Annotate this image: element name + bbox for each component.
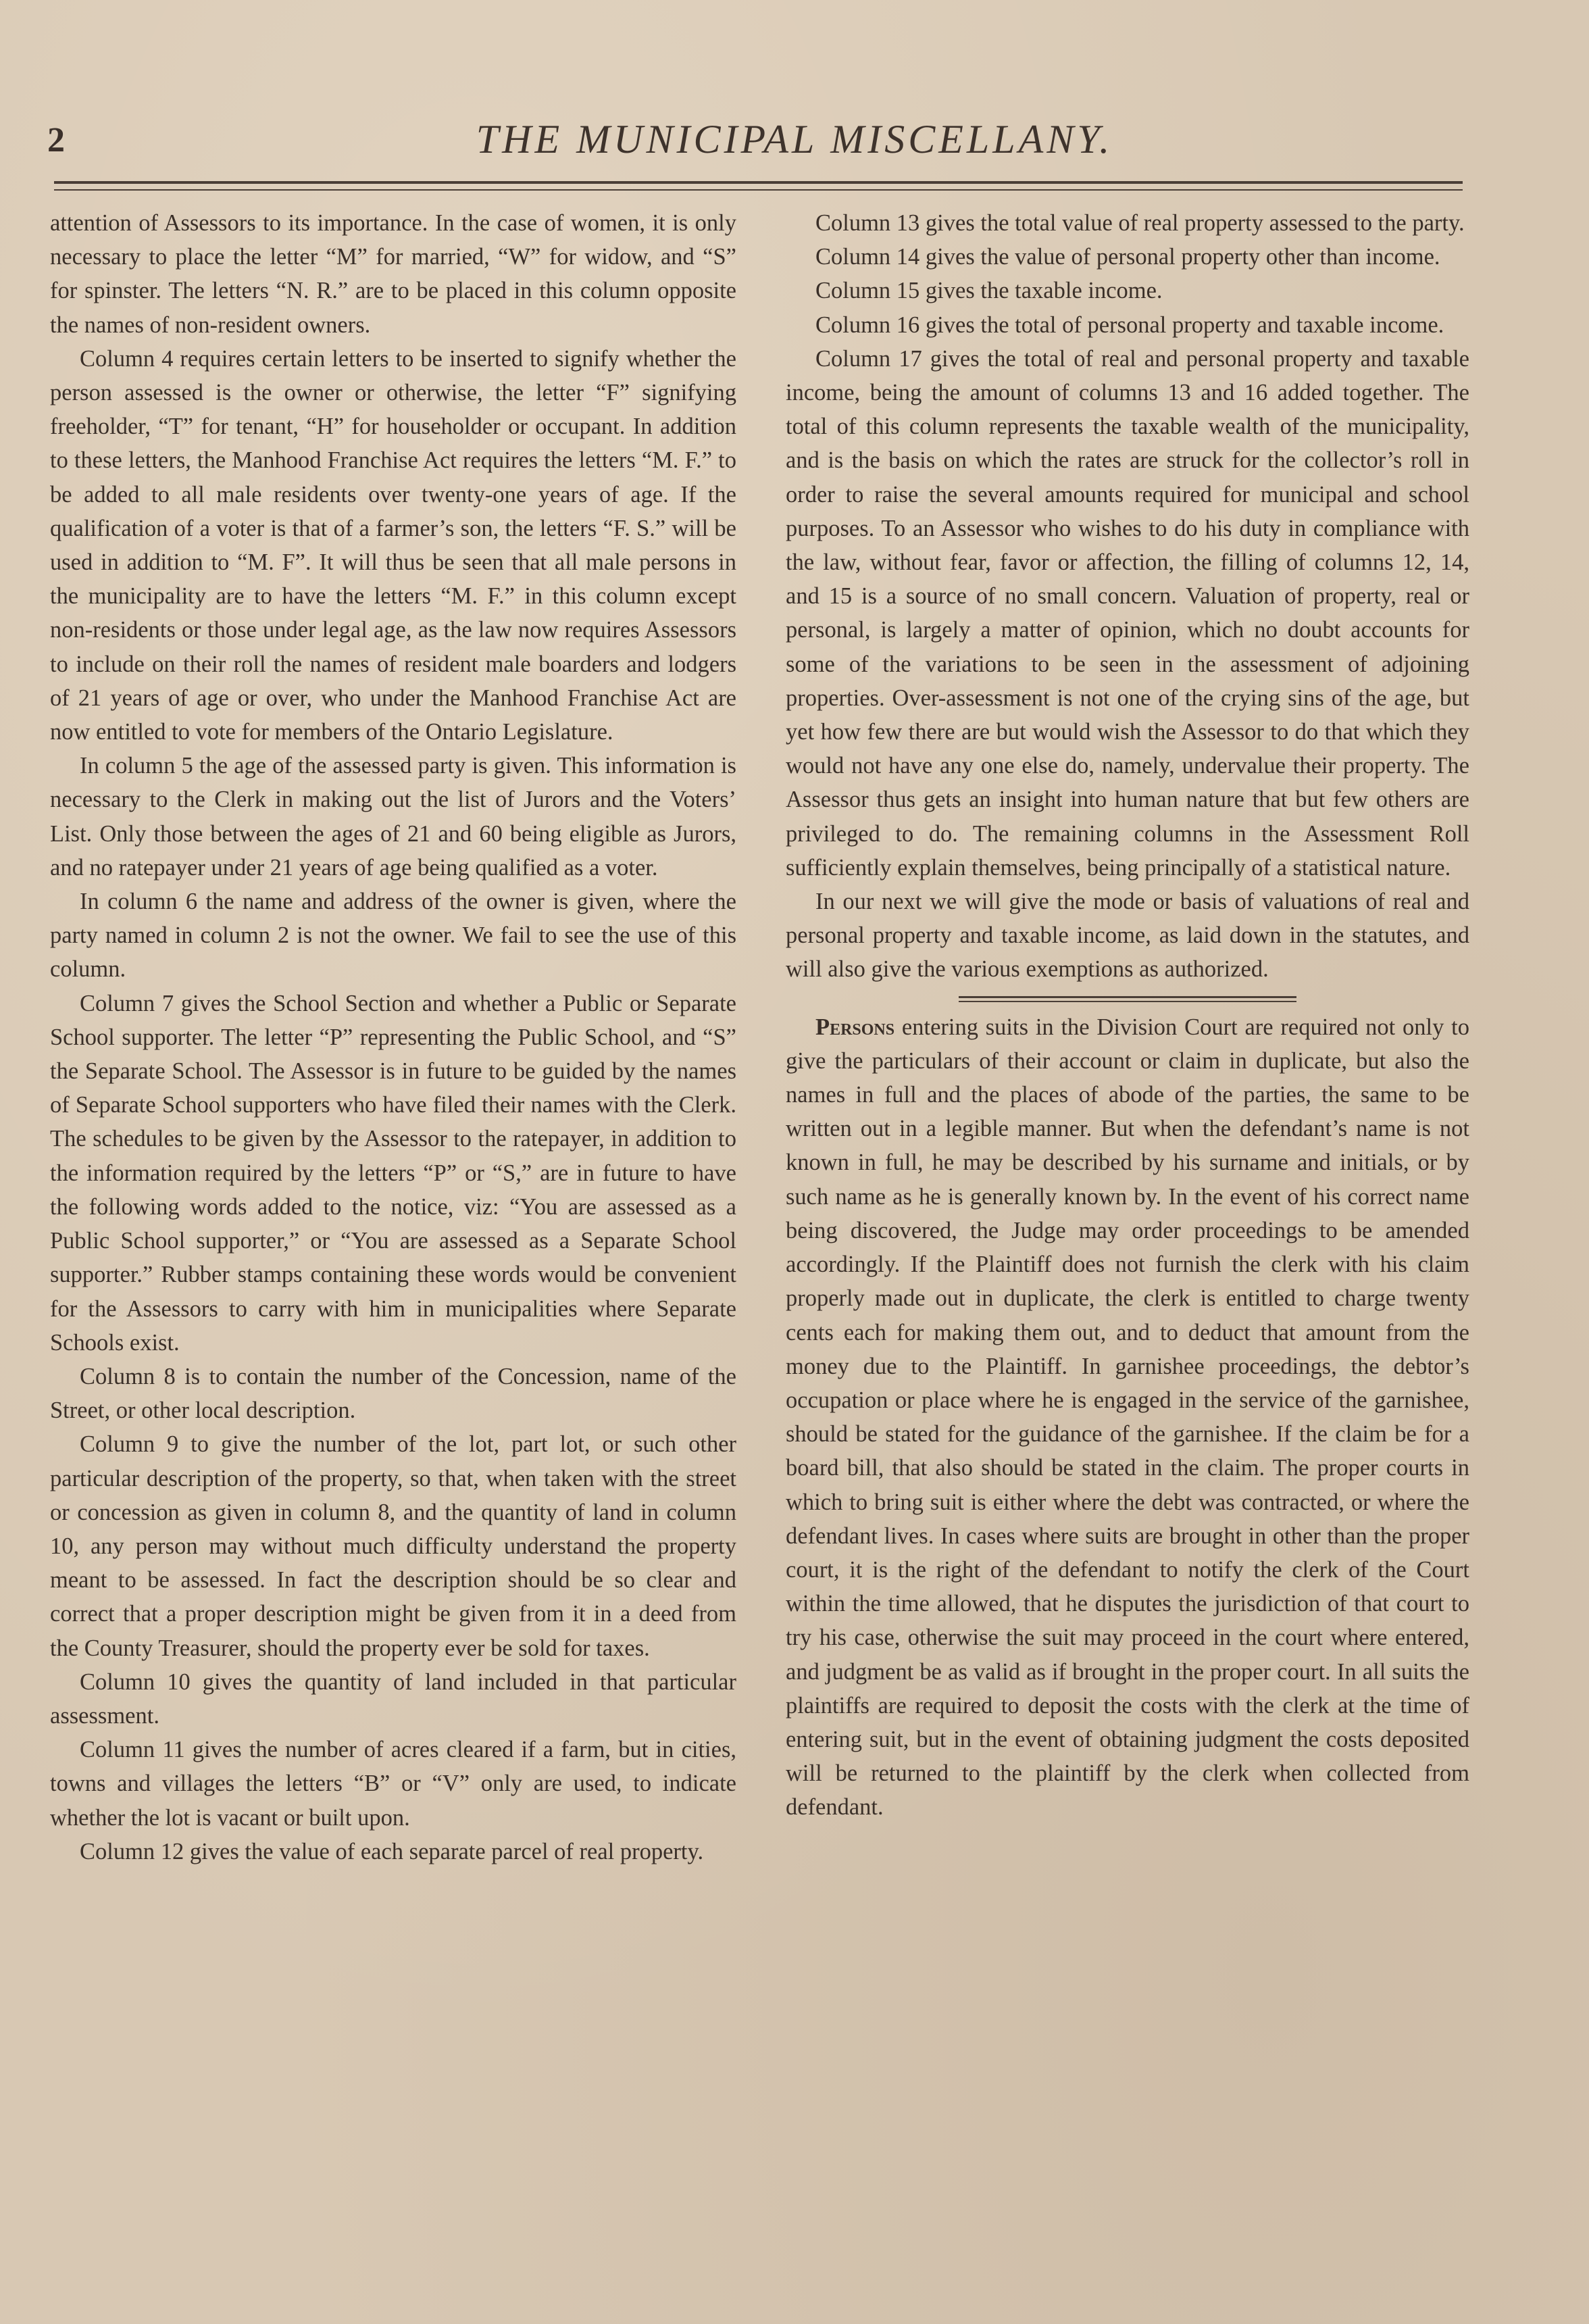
paragraph: Column 4 requires certain letters to be inserted to signify whether the person assessed is the owner or otherwise, the letter “F” signifying freeholder, “T” for tenant, “H” for householder or occupant. In addition to these letters, the Manhood Franchise Act requires the letters “M. F.” to be added to all male residents over twenty-one years of age. If the qualification of a voter is that of a farmer’s son, the letters “F. S.” will be used in addition to “M. F”. It will thus be seen that all male persons in the municipality are to have the letters “M. F.” in this column except non-residents or those under legal age, as the law now requires Assessors to include on their roll the names of resident male boarders and lodgers of 21 years of age or over, who under the Manhood Franchise Act are now entitled to vote for members of the Ontario Legislature. [50, 345, 736, 745]
paragraph: Column 14 gives the value of personal property other than income. [815, 244, 1440, 270]
paragraph: Column 12 gives the value of each separate parcel of real property. [80, 1838, 704, 1864]
left-column [50, 206, 736, 1869]
paragraph: Column 8 is to contain the number of the Concession, name of the Street, or other local description. [50, 1363, 736, 1424]
paragraph: Column 11 gives the number of acres cleared if a farm, but in cities, towns and villages the letters “B” or “V” only are used, to indicate whether the lot is vacant or built upon. [50, 1737, 736, 1831]
right-column [786, 206, 1469, 1825]
page-title: THE MUNICIPAL MISCELLANY. [476, 117, 1113, 162]
paragraph: Column 7 gives the School Section and whether a Public or Separate School supporter. The letter “P” representing the Public School, and “S” the Separate School. The Assessor is in future to be guided by the names of Separate School supporters who have filed their names with the Clerk. The schedules to be given by the Assessor to the ratepayer, in addition to the information required by the letters “P” or “S,” are in future to have the following words added to the notice, viz: “You are assessed as a Public School supporter,” or “You are assessed as a Separate School supporter.” Rubber stamps containing these words would be convenient for the Assessors to carry with him in municipalities where Separate Schools exist. [50, 990, 736, 1356]
paragraph: Column 10 gives the quantity of land included in that particular assessment. [50, 1668, 736, 1729]
page-number: 2 [47, 121, 65, 159]
paragraph: In column 6 the name and address of the owner is given, where the party named in column 2 is not the owner. We fail to see the use of this column. [50, 889, 736, 983]
article-lead-word: Persons [815, 1014, 895, 1040]
header-rule [54, 181, 1463, 184]
paragraph: In our next we will give the mode or basis of valuations of real and personal property and taxable income, as laid down in the statutes, and will also give the various exemptions as authorized. [786, 889, 1469, 983]
paragraph: Column 16 gives the total of personal property and taxable income. [815, 312, 1444, 338]
paragraph: Column 17 gives the total of real and personal property and taxable income, being the amount of columns 13 and 16 added together. The total of this column represents the taxable wealth of the municipality, and is the basis on which the rates are struck for the collector’s roll in order to raise the several amounts required for municipal and school purposes. To an Assessor who wishes to do his duty in compliance with the law, without fear, favor or affection, the filling of columns 12, 14, and 15 is a source of no small concern. Valuation of property, real or personal, is largely a matter of opinion, which no doubt accounts for some of the variations to be seen in the assessment of adjoining properties. Over-assessment is not one of the crying sins of the age, but yet how few there are but would wish the Assessor to do that which they would not have any one else do, namely, undervalue their property. The Assessor thus gets an insight into human nature that but few others are privileged to do. The remaining columns in the Assessment Roll sufficiently explain themselves, being principally of a statistical nature. [786, 345, 1469, 881]
article-paragraph [786, 1010, 1469, 1825]
paragraph: Column 15 gives the taxable income. [815, 278, 1163, 304]
article-body: entering suits in the Division Court are required not only to give the particulars of their account or claim in duplicate, but also the names in full and the places of abode of the parties, the same to be written out in a legible manner. But when the defendant’s name is not known in full, he may be described by his surname and initials, or by such name as he is generally known by. In the event of his correct name being discovered, the Judge may order proceedings to be amended accordingly. If the Plaintiff does not furnish the clerk with his claim properly made out in duplicate, the clerk is entitled to charge twenty cents each for making them out, and to deduct that amount from the money due to the Plaintiff. In garnishee proceedings, the debtor’s occupation or place where he is engaged in the service of the garnishee, should be stated for the guidance of the garnishee. If the claim be for a board bill, that also should be stated in the claim. The proper courts in which to bring suit is either where the debt was contracted, or where the defendant lives. In cases where suits are brought in other than the proper court, it is the right of the defendant to notify the clerk of the Court within the time allowed, that he disputes the jurisdiction of that court to try his case, otherwise the suit may proceed in the court where entered, and judgment be as valid as if brought in the proper court. In all suits the plaintiffs are required to deposit the costs with the clerk at the time of entering suit, but in the event of obtaining judgment the costs deposited will be returned to the plaintiff by the clerk when collected from defendant. [786, 1014, 1469, 1821]
paragraph: Column 9 to give the number of the lot, part lot, or such other particular description of the property, so that, when taken with the street or concession as given in column 8, and the quantity of land in column 10, any person may without much difficulty understand the property meant to be assessed. In fact the description should be so clear and correct that a proper description might be given from it in a deed from the County Treasurer, should the property ever be sold for taxes. [50, 1431, 736, 1661]
paragraph: In column 5 the age of the assessed party is given. This information is necessary to the Clerk in making out the list of Jurors and the Voters’ List. Only those between the ages of 21 and 60 being eligible as Jurors, and no ratepayer under 21 years of age being qualified as a voter. [50, 753, 736, 881]
paragraph: Column 13 gives the total value of real property assessed to the party. [815, 210, 1465, 236]
header-rule-thin [54, 189, 1463, 191]
paragraph: attention of Assessors to its importance. In the case of women, it is only necessary to place the letter “M” for married, “W” for widow, and “S” for spinster. The letters “N. R.” are to be placed in this column opposite the names of non-resident owners. [50, 210, 736, 338]
section-divider [959, 996, 1296, 1002]
